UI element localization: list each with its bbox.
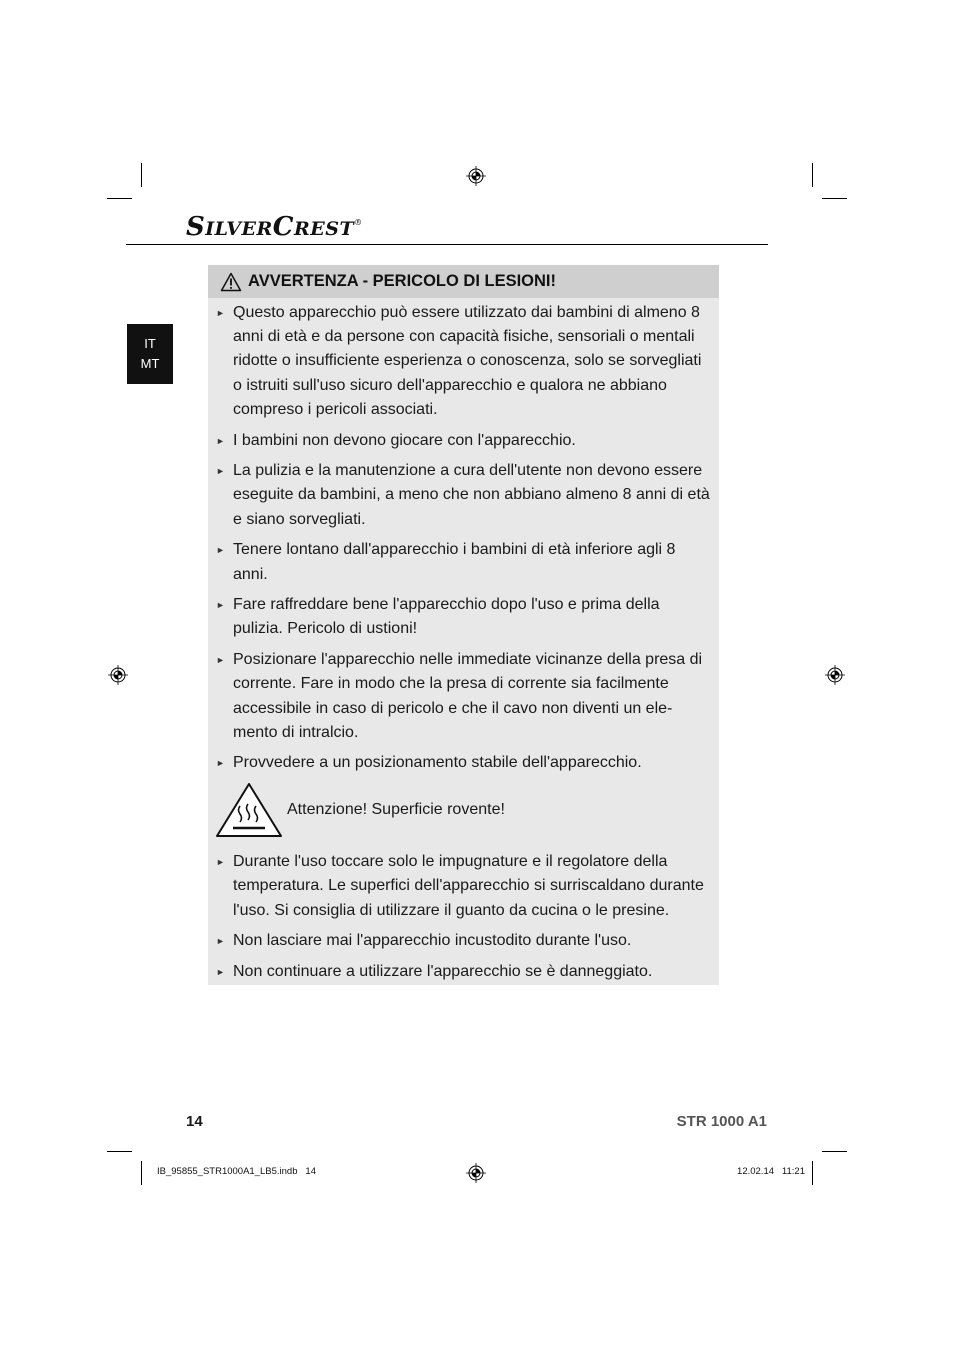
registration-mark-icon	[825, 665, 845, 685]
header-rule	[126, 244, 768, 245]
crop-mark	[812, 163, 813, 187]
arrow-bullet-icon: ►	[216, 857, 225, 868]
model-number: STR 1000 A1	[676, 1113, 767, 1130]
warning-header	[208, 265, 719, 298]
print-slug-date: 12.02.14 11:21	[737, 1166, 805, 1177]
registration-mark-icon	[108, 665, 128, 685]
crop-mark	[822, 1151, 847, 1152]
language-tab	[127, 324, 173, 384]
arrow-bullet-icon: ►	[216, 758, 225, 769]
hot-surface-icon	[215, 782, 283, 838]
list-item: ► Questo apparecchio può essere utilizzato dai bambini di almeno 8 anni di età e da persone con capacità fisiche, sensoriali o mentali ridotte o insufficiente esperienza o conoscenza, solo se sorvegliati o istruiti sull'uso sicuro dell'apparecchio e qualora ne abbiano compreso i pericoli associati.	[208, 301, 719, 422]
crop-mark	[141, 163, 142, 187]
registration-mark-icon	[466, 1163, 486, 1183]
warning-title: AVVERTENZA - PERICOLO DI LESIONI!	[248, 272, 557, 290]
arrow-bullet-icon: ►	[216, 936, 225, 947]
list-item: ► Durante l'uso toccare solo le impugnature e il regolatore della temperatura. Le superfici dell'apparecchio si surriscaldano durante l'uso. Si consiglia di utilizzare il guanto da cucina o le presine.	[208, 850, 719, 923]
crop-mark	[141, 1161, 142, 1185]
arrow-bullet-icon: ►	[216, 600, 225, 611]
arrow-bullet-icon: ►	[216, 545, 225, 556]
brand-logo: SILVERCREST®	[186, 212, 363, 242]
list-item: ► Non continuare a utilizzare l'apparecchio se è danneggiato.	[208, 960, 719, 984]
list-item: ► I bambini non devono giocare con l'apparecchio.	[208, 429, 719, 453]
hot-surface-notice	[208, 782, 719, 840]
crop-mark	[822, 198, 847, 199]
warning-list	[208, 301, 719, 991]
arrow-bullet-icon: ►	[216, 655, 225, 666]
arrow-bullet-icon: ►	[216, 308, 225, 318]
language-code: MT	[140, 356, 160, 371]
language-code: IT	[144, 336, 156, 351]
arrow-bullet-icon: ►	[216, 466, 225, 477]
print-slug-file: IB_95855_STR1000A1_LB5.indb 14	[157, 1166, 316, 1177]
arrow-bullet-icon: ►	[216, 435, 225, 446]
list-item: ► La pulizia e la manutenzione a cura dell'utente non devono essere eseguite da bambini, a meno che non abbiano almeno 8 anni di età e siano sorvegliati.	[208, 459, 719, 532]
list-item: ► Posizionare l'apparecchio nelle immediate vicinanze della presa di corrente. Fare in modo che la presa di corrente sia facilmente accessibile in caso di pericolo e che il cavo non diventi un ele-mento di intralcio.	[208, 648, 719, 745]
arrow-bullet-icon: ►	[216, 966, 225, 977]
list-item: ► Non lasciare mai l'apparecchio incustodito durante l'uso.	[208, 929, 719, 953]
warning-triangle-icon	[220, 272, 242, 292]
list-item: ► Fare raffreddare bene l'apparecchio dopo l'uso e prima della pulizia. Pericolo di ustioni!	[208, 593, 719, 641]
hot-surface-text: Attenzione! Superficie rovente!	[287, 801, 505, 819]
warning-box	[208, 265, 719, 985]
crop-mark	[812, 1161, 813, 1185]
page-number: 14	[186, 1113, 203, 1130]
crop-mark	[107, 1151, 132, 1152]
registration-mark-icon	[466, 166, 486, 186]
list-item: ► Tenere lontano dall'apparecchio i bambini di età inferiore agli 8 anni.	[208, 538, 719, 586]
list-item: ► Provvedere a un posizionamento stabile dell'apparecchio.	[208, 751, 719, 775]
crop-mark	[107, 198, 132, 199]
